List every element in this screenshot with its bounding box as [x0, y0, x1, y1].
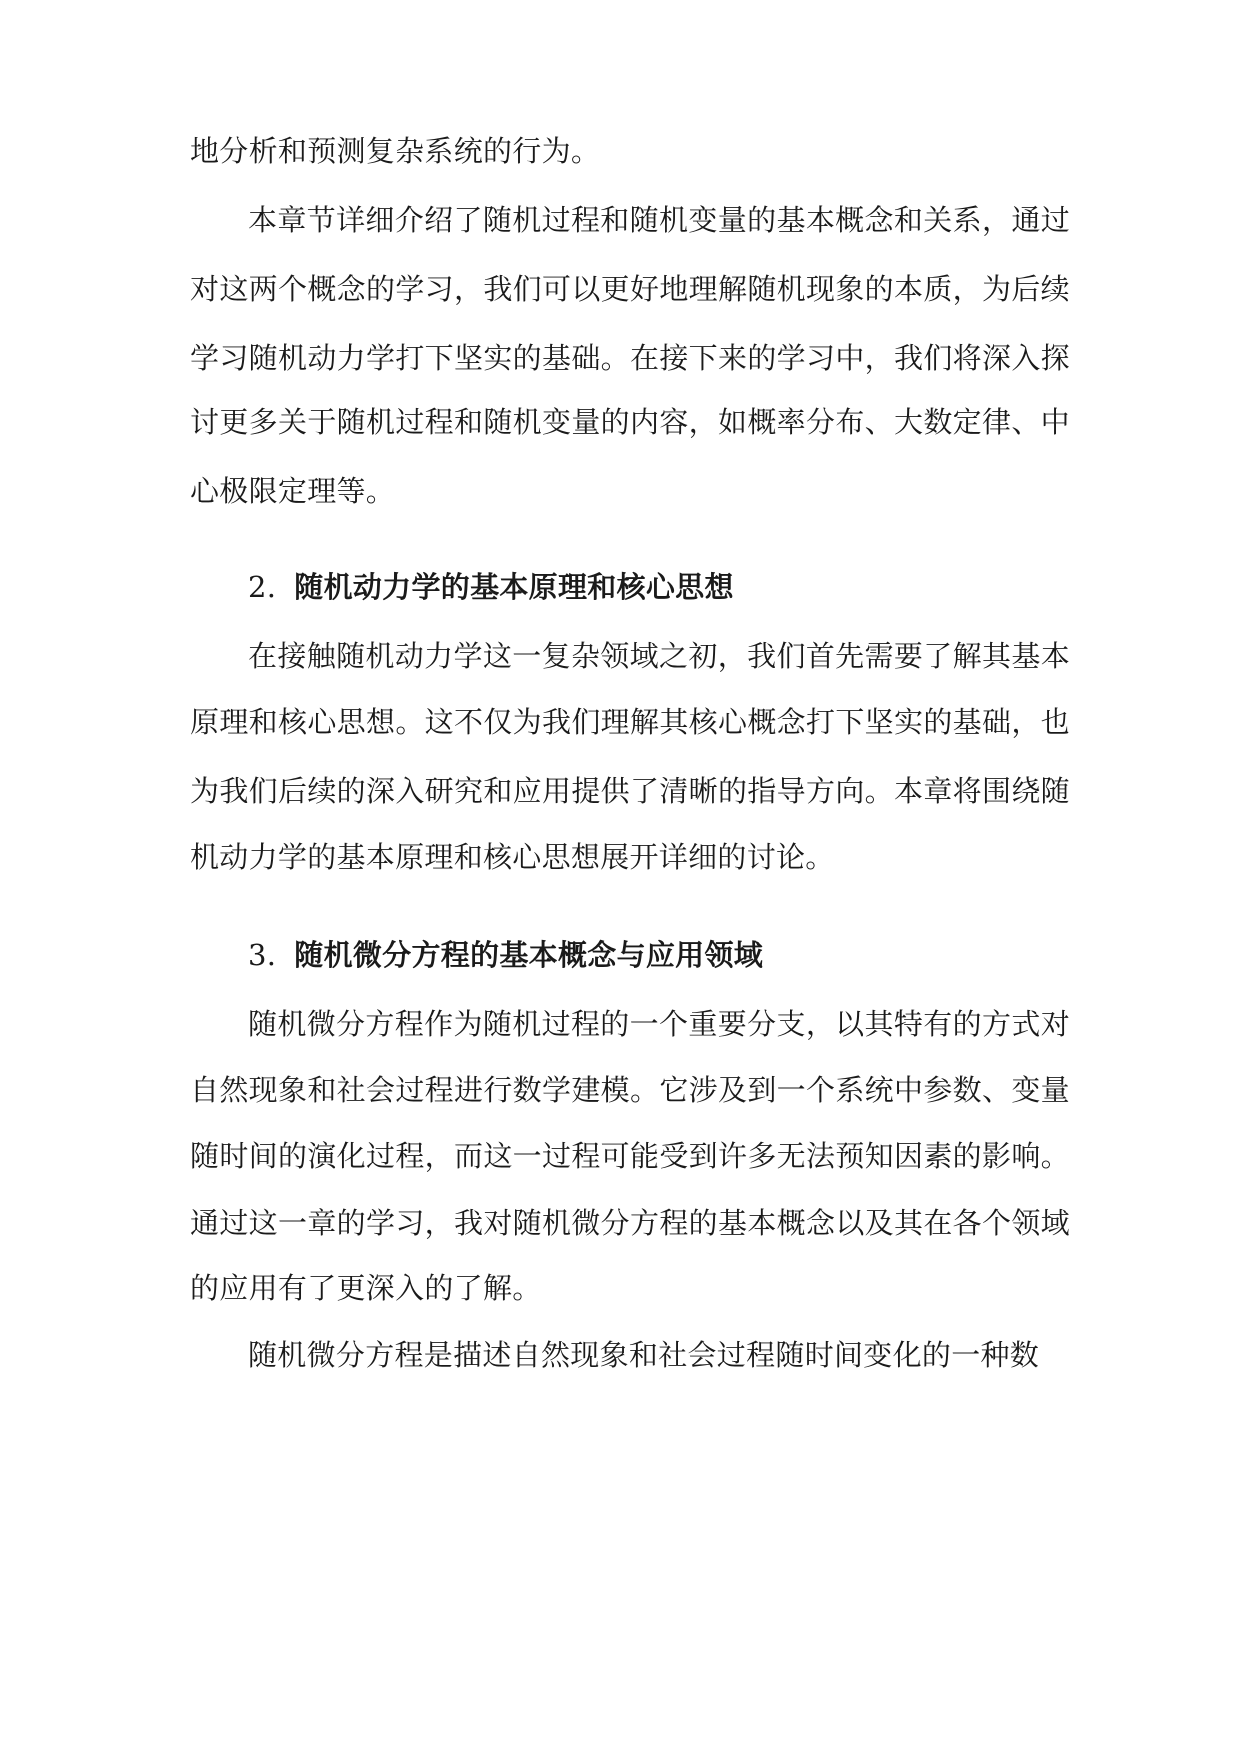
paragraph-line: 本章节详细介绍了随机过程和随机变量的基本概念和关系，通过	[248, 203, 1070, 237]
paragraph-line: 地分析和预测复杂系统的行为。	[190, 134, 601, 168]
paragraph-line: 学习随机动力学打下坚实的基础。在接下来的学习中，我们将深入探	[190, 341, 1070, 375]
paragraph-line: 随机微分方程作为随机过程的一个重要分支，以其特有的方式对	[248, 1007, 1070, 1041]
paragraph-line: 自然现象和社会过程进行数学建模。它涉及到一个系统中参数、变量	[190, 1073, 1070, 1107]
section-number: 3.	[248, 938, 277, 972]
section-title: 随机微分方程的基本概念与应用领域	[294, 938, 764, 972]
paragraph-line: 为我们后续的深入研究和应用提供了清晰的指导方向。本章将围绕随	[190, 774, 1070, 808]
paragraph-line: 心极限定理等。	[190, 474, 396, 508]
paragraph-line: 机动力学的基本原理和核心思想展开详细的讨论。	[190, 840, 835, 874]
paragraph-line: 讨更多关于随机过程和随机变量的内容，如概率分布、大数定律、中	[190, 405, 1070, 439]
paragraph-line: 通过这一章的学习，我对随机微分方程的基本概念以及其在各个领域	[190, 1206, 1070, 1240]
paragraph-line: 对这两个概念的学习，我们可以更好地理解随机现象的本质，为后续	[190, 272, 1070, 306]
section-heading	[248, 567, 1070, 607]
section-heading	[248, 935, 1070, 975]
paragraph-line: 随机微分方程是描述自然现象和社会过程随时间变化的一种数	[248, 1338, 1040, 1372]
paragraph-line: 在接触随机动力学这一复杂领域之初，我们首先需要了解其基本	[248, 639, 1070, 673]
paragraph-line: 随时间的演化过程，而这一过程可能受到许多无法预知因素的影响。	[190, 1139, 1070, 1173]
paragraph-line: 的应用有了更深入的了解。	[190, 1271, 542, 1305]
section-title: 随机动力学的基本原理和核心思想	[294, 570, 734, 604]
paragraph-line: 原理和核心思想。这不仅为我们理解其核心概念打下坚实的基础，也	[190, 705, 1070, 739]
section-number: 2.	[248, 570, 277, 604]
